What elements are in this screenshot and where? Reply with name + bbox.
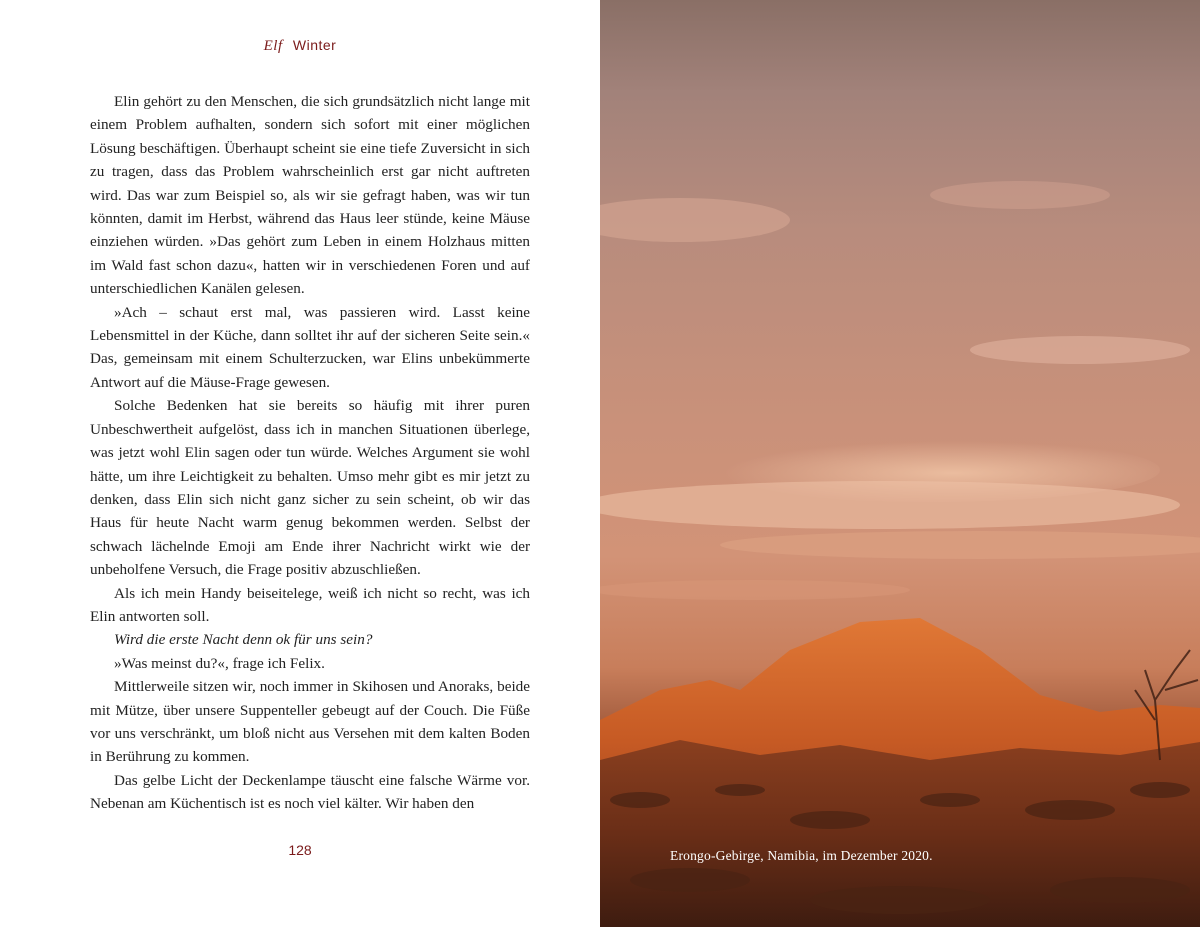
running-head (0, 37, 600, 55)
photo-page (600, 0, 1200, 927)
paragraph: Mittlerweile sitzen wir, noch immer in Skihosen und Anoraks, beide mit Mütze, über unsere Suppenteller gebeugt auf der Couch. Die Füße vor uns verschränkt, um bloß nicht aus Versehen mit dem kalten Boden in Berührung zu kommen. (90, 678, 530, 766)
paragraph: Elin gehört zu den Menschen, die sich grundsätzlich nicht lange mit einem Problem aufhalten, sondern sich sofort mit einer möglichen Lösung beschäftigen. Überhaupt scheint sie eine tiefe Zuversicht in sich zu tragen, dass das Problem wahrscheinlich erst gar nicht auftreten wird. Das war zum Beispiel so, als wir sie gefragt haben, was wir tun könnten, damit im Herbst, während das Haus leer stünde, keine Mäuse einziehen würden. »Das gehört zum Leben in einem Holzhaus mitten im Wald fast schon dazu«, hatten wir in verschiedenen Foren und auf unterschiedlichen Kanälen gelesen. (90, 93, 530, 298)
paragraph: Solche Bedenken hat sie bereits so häufig mit ihrer puren Unbeschwertheit aufgelöst, dass ich in manchen Situationen überlege, was jetzt wohl Elin sagen oder tun würde. Welches Argument sie wohl hätte, um ihre Leichtigkeit zu behalten. Umso mehr gibt es mir jetzt zu denken, dass Elin sich nicht ganz sicher zu sein scheint, ob wir das Haus für heute Nacht warm genug bekommen werden. Selbst der schwach lächelnde Emoji am Ende ihrer Nachricht wirkt wie der unbeholfene Versuch, die Frage positiv abzuschließen. (90, 397, 530, 579)
paragraph: Das gelbe Licht der Deckenlampe täuscht eine falsche Wärme vor. Nebenan am Küchentisch ist es noch viel kälter. Wir haben den (90, 771, 530, 813)
body-text (90, 90, 530, 816)
paragraph: »Ach – schaut erst mal, was passieren wird. Lasst keine Lebensmittel in der Küche, dann solltet ihr auf der sicheren Seite sein.« Das, gemeinsam mit einem Schulterzucken, war Elins unbekümmerte Antwort auf die Mäuse-Frage gewesen. (90, 303, 530, 391)
photo-caption: Erongo-Gebirge, Namibia, im Dezember 2020. (670, 848, 933, 863)
paragraph-italic: Wird die erste Nacht denn ok für uns sein? (114, 631, 373, 649)
mountain-landscape-photo (600, 0, 1200, 927)
paragraph: Als ich mein Handy beiseitelege, weiß ich nicht so recht, was ich Elin antworten soll. (90, 584, 530, 625)
paragraph: »Was meinst du?«, frage ich Felix. (114, 654, 325, 672)
chapter-number: Elf (263, 38, 283, 54)
chapter-title: Winter (292, 37, 337, 53)
page-number: 128 (288, 842, 312, 858)
